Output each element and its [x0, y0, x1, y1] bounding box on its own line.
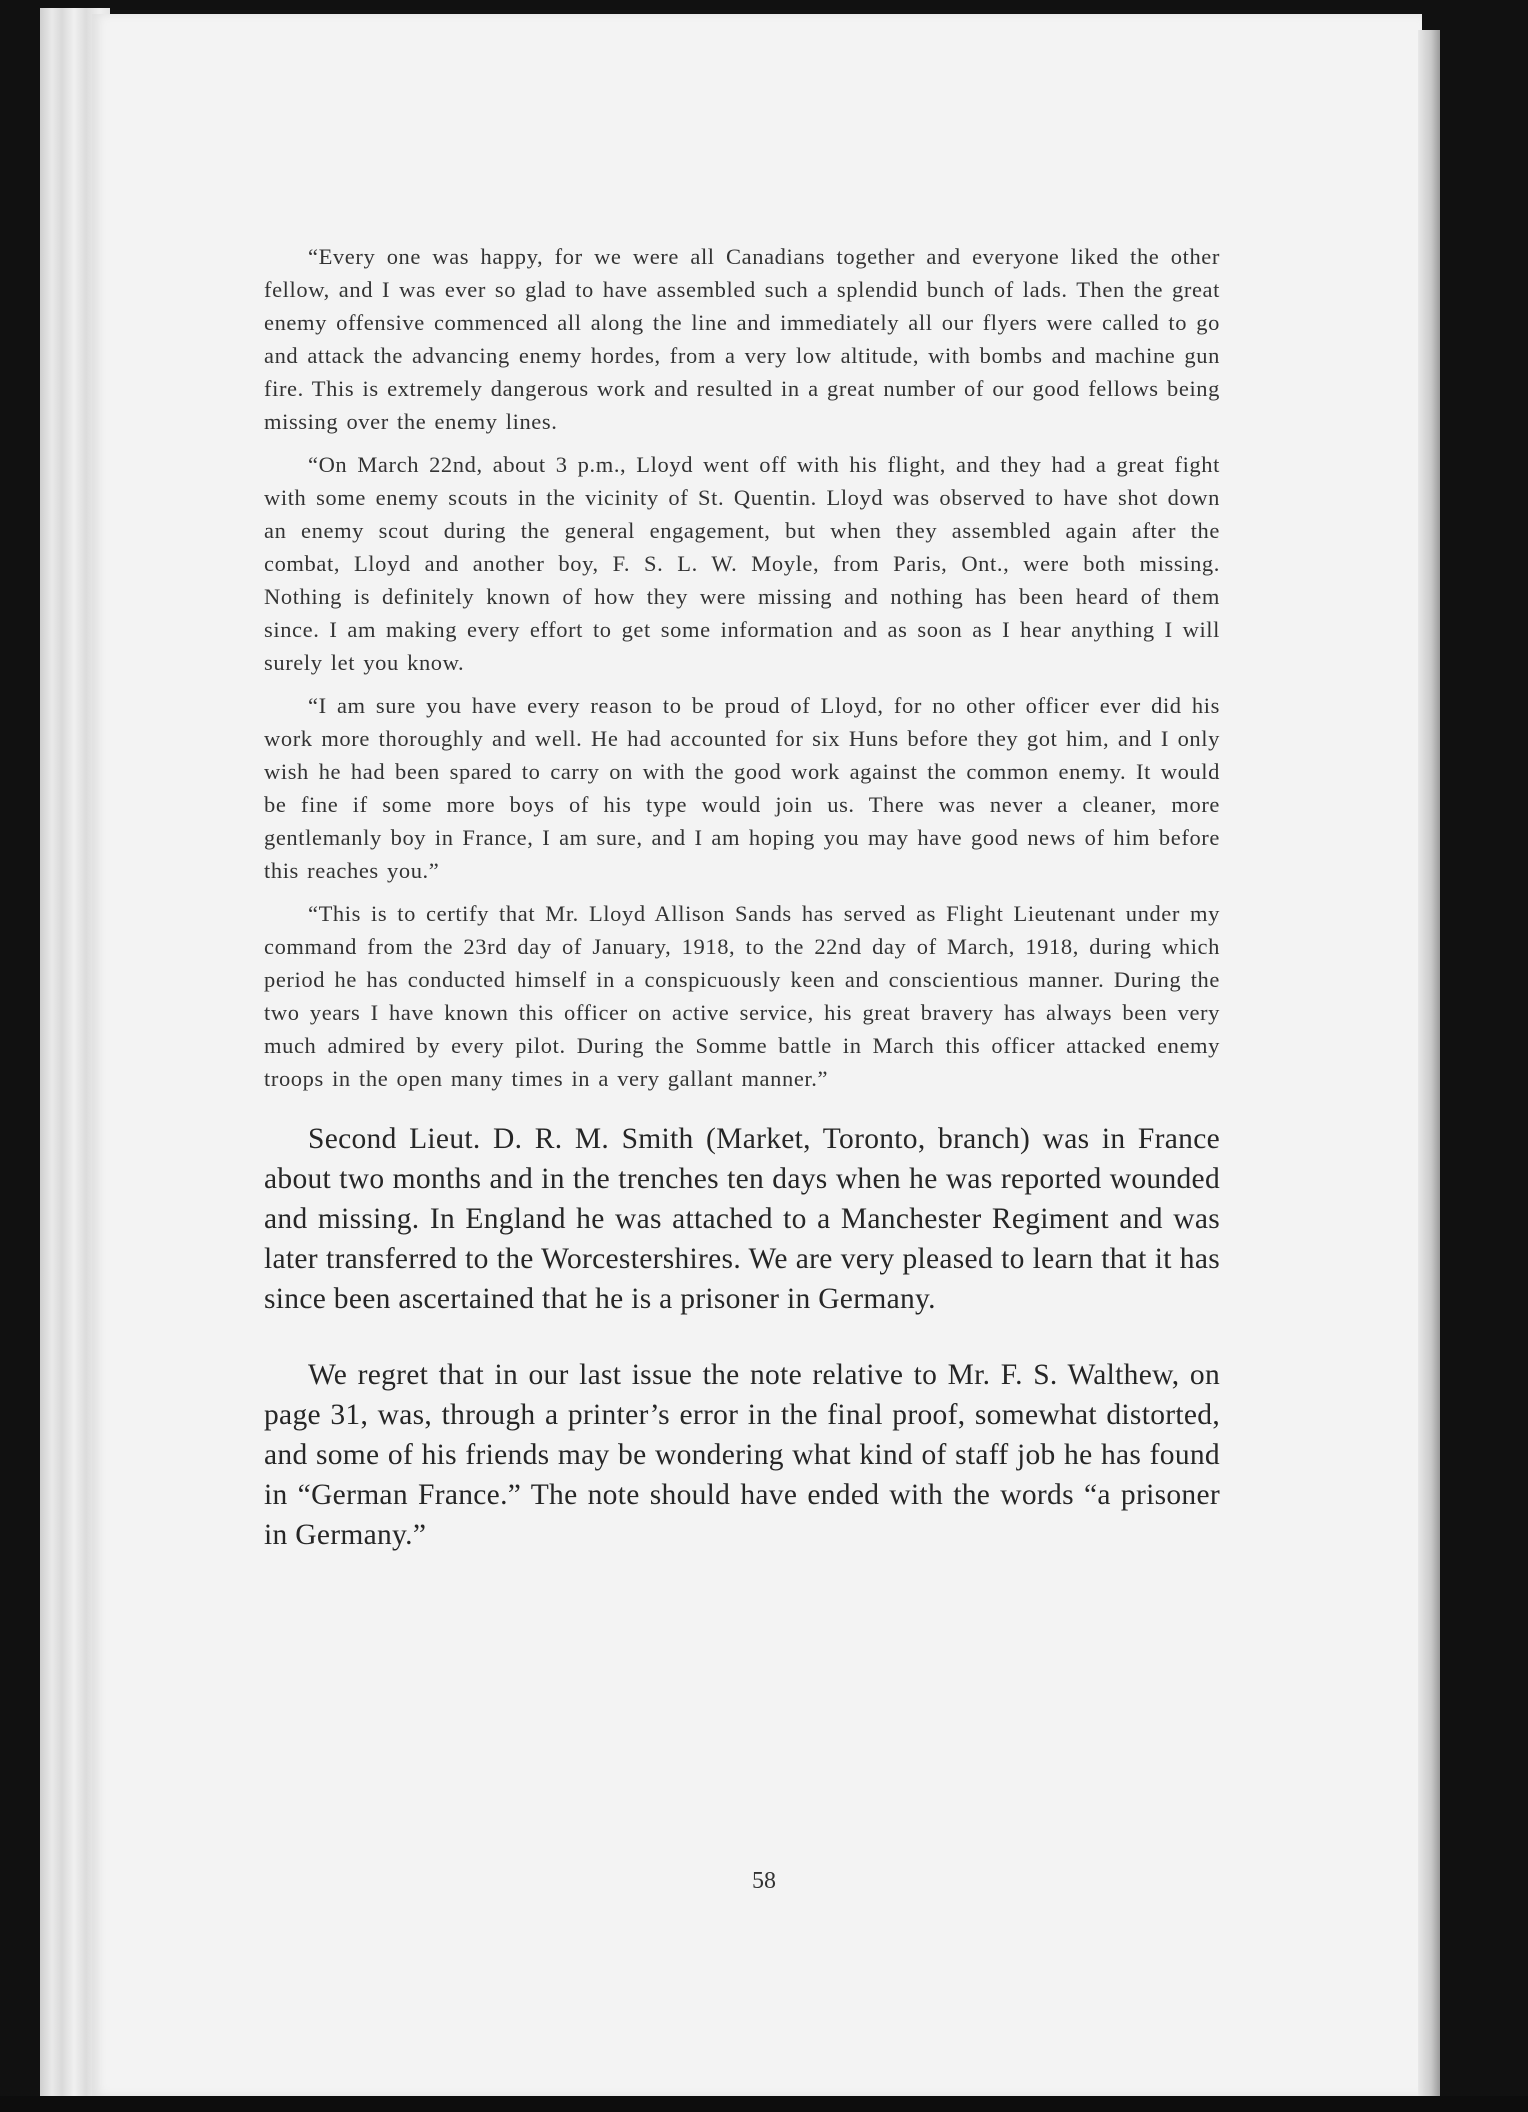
smith-paragraph: Second Lieut. D. R. M. Smith (Market, Toronto, branch) was in France about two months and in the trenches ten days when he was reported wounded and missing. In England he was attached to a Manchester Regiment and was later transferred to the Worcestershires. We are very pleased to learn that it has since been ascertained that he is a prisoner in Germany.: [264, 1123, 1220, 1315]
article-body: [264, 1119, 1220, 1555]
scan-border: [0, 2096, 1528, 2112]
page-number: 58: [752, 1868, 776, 1894]
letter-paragraph-1: “Every one was happy, for we were all Canadians together and everyone liked the other fellow, and I was ever so glad to have assembled such a splendid bunch of lads. Then the great enemy offensive commenced all along the line and immediately all our flyers were called to go and attack the advancing enemy hordes, from a very low altitude, with bombs and machine gun fire. This is extremely dangerous work and resulted in a great number of our good fellows being missing over the enemy lines.: [264, 244, 1220, 434]
page-content: [264, 240, 1220, 1555]
correction-paragraph: We regret that in our last issue the note relative to Mr. F. S. Walthew, on page 31, was, through a printer’s error in the final proof, somewhat distorted, and some of his friends may be wondering what kind of staff job he has found in “German France.” The note should have ended with the words “a prisoner in Germany.”: [264, 1359, 1220, 1551]
letter-paragraph-2: “On March 22nd, about 3 p.m., Lloyd went off with his flight, and they had a great fight with some enemy scouts in the vicinity of St. Quentin. Lloyd was observed to have shot down an enemy scout during the general engagement, but when they assembled again after the combat, Lloyd and another boy, F. S. L. W. Moyle, from Paris, Ont., were both missing. Nothing is definitely known of how they were missing and nothing has been heard of them since. I am making every effort to get some information and as soon as I hear anything I will surely let you know.: [264, 452, 1220, 675]
page-curl-edge: [1418, 30, 1440, 2100]
letter-paragraph-3: “I am sure you have every reason to be proud of Lloyd, for no other officer ever did his work more thoroughly and well. He had accounted for six Huns before they got him, and I only wish he had been spared to carry on with the good work against the common enemy. It would be fine if some more boys of his type would join us. There was never a cleaner, more gentlemanly boy in France, I am sure, and I am hoping you may have good news of him before this reaches you.”: [264, 693, 1220, 883]
quoted-letter: [264, 240, 1220, 1095]
certificate-paragraph: “This is to certify that Mr. Lloyd Allison Sands has served as Flight Lieutenant under my command from the 23rd day of January, 1918, to the 22nd day of March, 1918, during which period he has conducted himself in a conspicuously keen and conscientious manner. During the two years I have known this officer on active service, his great bravery has always been very much admired by every pilot. During the Somme battle in March this officer attacked enemy troops in the open many times in a very gallant manner.”: [264, 901, 1220, 1091]
